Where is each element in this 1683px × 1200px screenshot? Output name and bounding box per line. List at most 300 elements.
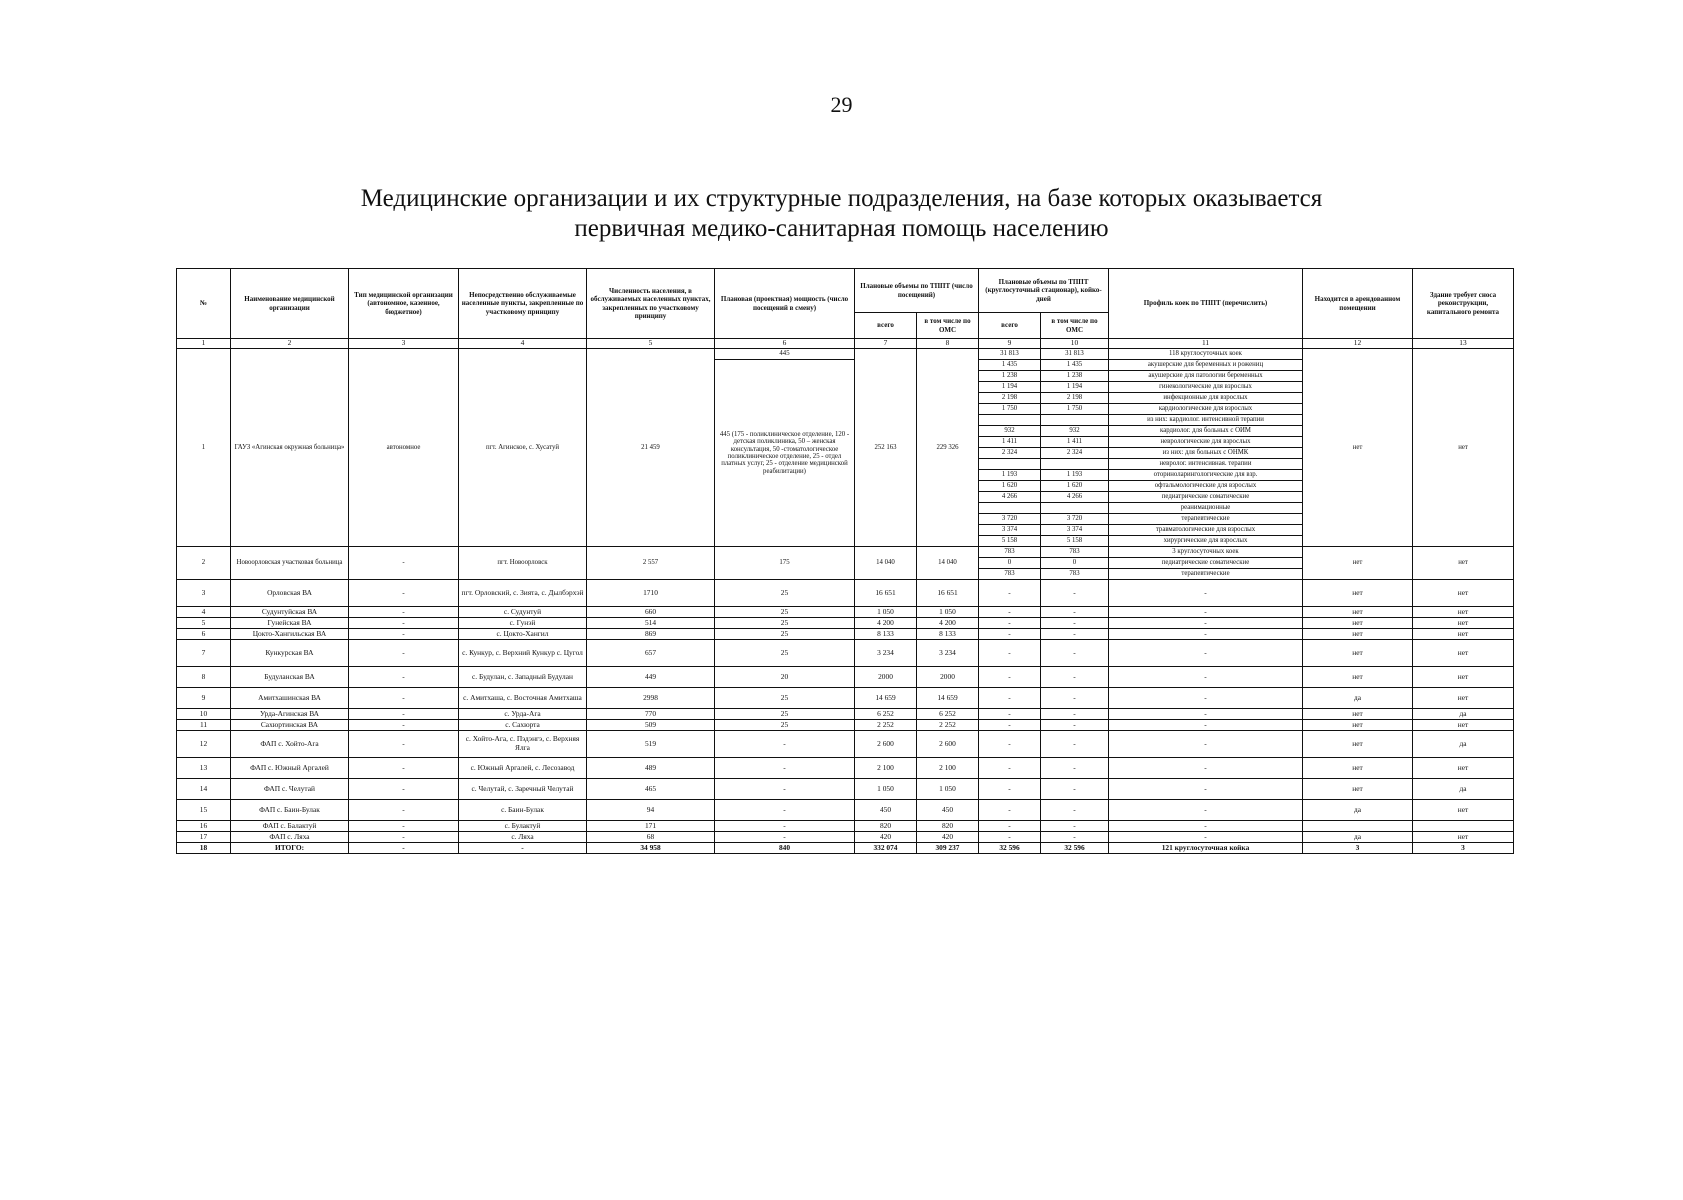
visits-total: 332 074 [855, 843, 917, 854]
beds-total [979, 459, 1041, 470]
settlements: с. Челутай, с. Заречный Челутай [459, 779, 587, 800]
beds-oms: - [1041, 640, 1109, 667]
visits-oms: 8 133 [917, 629, 979, 640]
rented-status: нет [1303, 607, 1413, 618]
settlements: с. Хойто-Ага, с. Пэдэнгэ, с. Верхняя Ялга [459, 731, 587, 758]
organization-type: - [349, 547, 459, 580]
bed-profile: - [1109, 629, 1303, 640]
table-row [177, 779, 1514, 800]
repair-status: да [1413, 779, 1514, 800]
beds-total: 2 324 [979, 448, 1041, 459]
beds-oms: 783 [1041, 569, 1109, 580]
settlements: с. Цокто-Хангил [459, 629, 587, 640]
population: 68 [587, 832, 715, 843]
table-row [177, 731, 1514, 758]
header-visits-total: всего [855, 313, 917, 339]
beds-oms: - [1041, 832, 1109, 843]
organization-type: - [349, 821, 459, 832]
settlements: пгт. Новоорловск [459, 547, 587, 580]
rented-status: нет [1303, 667, 1413, 688]
beds-oms: 783 [1041, 547, 1109, 558]
bed-profile: кардиологические для взрослых [1109, 404, 1303, 415]
organization-type: - [349, 800, 459, 821]
beds-total: 3 720 [979, 514, 1041, 525]
bed-profile: - [1109, 758, 1303, 779]
capacity: 840 [715, 843, 855, 854]
capacity-total: 445 [715, 349, 855, 360]
beds-total: - [979, 821, 1041, 832]
beds-oms [1041, 503, 1109, 514]
bed-profile: педиатрические соматические [1109, 558, 1303, 569]
bed-profile: 118 круглосуточных коек [1109, 349, 1303, 360]
table-row [177, 349, 1514, 360]
table-row [177, 640, 1514, 667]
capacity: - [715, 731, 855, 758]
header-settlements: Непосредственно обслуживаемые населенные пункты, закрепленные по участковому принципу [459, 269, 587, 339]
beds-oms: 0 [1041, 558, 1109, 569]
beds-total: 0 [979, 558, 1041, 569]
capacity-detail: 445 (175 - поликлиническое отделение, 120 - детская поликлиника, 50 – женская консультация, 50 -стоматологическое поликлиническое отделение, 25 - отдел платных услуг, 25 - отделение медицинской реабилитации) [715, 360, 855, 547]
visits-oms: 1 050 [917, 607, 979, 618]
beds-oms: 1 435 [1041, 360, 1109, 371]
beds-total: 3 374 [979, 525, 1041, 536]
rented-status: да [1303, 832, 1413, 843]
beds-oms: 1 194 [1041, 382, 1109, 393]
table-row [177, 758, 1514, 779]
organization-name: Орловская ВА [231, 580, 349, 607]
organization-name: Судунтуйская ВА [231, 607, 349, 618]
title-line-1: Медицинские организации и их структурные подразделения, на базе которых оказывается [360, 185, 1323, 212]
row-number: 16 [177, 821, 231, 832]
organization-type: - [349, 640, 459, 667]
row-number: 2 [177, 547, 231, 580]
repair-status: нет [1413, 640, 1514, 667]
capacity: 25 [715, 688, 855, 709]
bed-profile: - [1109, 688, 1303, 709]
visits-total: 2000 [855, 667, 917, 688]
header-population: Численность населения, в обслуживаемых населенных пунктах, закрепленных по участковому принципу [587, 269, 715, 339]
table-row [177, 618, 1514, 629]
organization-name: ФАП с. Баин-Булак [231, 800, 349, 821]
visits-oms: 2000 [917, 667, 979, 688]
table-row [177, 720, 1514, 731]
repair-status: да [1413, 709, 1514, 720]
rented-status [1303, 821, 1413, 832]
visits-total: 8 133 [855, 629, 917, 640]
rented-status: нет [1303, 640, 1413, 667]
row-number: 1 [177, 349, 231, 547]
bed-profile: из них: кардиолог. интенсивной терапии [1109, 415, 1303, 426]
beds-total: 5 158 [979, 536, 1041, 547]
visits-total: 2 100 [855, 758, 917, 779]
header-beds-oms: в том числе по ОМС [1041, 313, 1109, 339]
bed-profile: - [1109, 731, 1303, 758]
organization-type: - [349, 779, 459, 800]
visits-oms: 450 [917, 800, 979, 821]
population: 519 [587, 731, 715, 758]
organizations-table [176, 268, 1514, 854]
population: 1710 [587, 580, 715, 607]
beds-total: - [979, 640, 1041, 667]
capacity: 25 [715, 629, 855, 640]
beds-oms: 1 411 [1041, 437, 1109, 448]
beds-oms: 31 813 [1041, 349, 1109, 360]
beds-total: 1 750 [979, 404, 1041, 415]
organization-type: - [349, 607, 459, 618]
capacity: 25 [715, 580, 855, 607]
row-number: 10 [177, 709, 231, 720]
table-body [177, 349, 1514, 854]
rented-status: нет [1303, 720, 1413, 731]
bed-profile: - [1109, 580, 1303, 607]
bed-profile: - [1109, 779, 1303, 800]
visits-total: 2 600 [855, 731, 917, 758]
organization-name: Кункурская ВА [231, 640, 349, 667]
bed-profile: из них: для больных с ОНМК [1109, 448, 1303, 459]
bed-profile: акушерские для беременных и рожениц [1109, 360, 1303, 371]
organization-type: - [349, 688, 459, 709]
capacity: - [715, 758, 855, 779]
header-capacity: Плановая (проектная) мощность (число посещений в смену) [715, 269, 855, 339]
col-index: 1 [177, 339, 231, 349]
population: 465 [587, 779, 715, 800]
beds-oms: 5 158 [1041, 536, 1109, 547]
table-row [177, 580, 1514, 607]
rented-status: да [1303, 688, 1413, 709]
header-rented: Находится в арендованном помещении [1303, 269, 1413, 339]
col-index: 5 [587, 339, 715, 349]
organization-name: Новоорловская участковая больница [231, 547, 349, 580]
beds-oms: 1 750 [1041, 404, 1109, 415]
beds-oms: - [1041, 800, 1109, 821]
header-type: Тип медицинской организации (автономное, казенное, бюджетное) [349, 269, 459, 339]
beds-oms: 4 266 [1041, 492, 1109, 503]
repair-status: нет [1413, 800, 1514, 821]
organization-name: ГАУЗ «Агинская окружная больница» [231, 349, 349, 547]
visits-total: 420 [855, 832, 917, 843]
bed-profile: акушерские для патологии беременных [1109, 371, 1303, 382]
table-row [177, 667, 1514, 688]
repair-status: нет [1413, 688, 1514, 709]
visits-total: 2 252 [855, 720, 917, 731]
settlements: с. Южный Аргалей, с. Лесозавод [459, 758, 587, 779]
population: 21 459 [587, 349, 715, 547]
title-line-2: первичная медико-санитарная помощь населению [574, 215, 1109, 242]
rented-status: да [1303, 800, 1413, 821]
organization-name: ФАП с. Балактуй [231, 821, 349, 832]
bed-profile: терапевтические [1109, 514, 1303, 525]
beds-oms: - [1041, 618, 1109, 629]
visits-total: 1 050 [855, 607, 917, 618]
row-number: 3 [177, 580, 231, 607]
beds-total: 1 238 [979, 371, 1041, 382]
beds-total: 31 813 [979, 349, 1041, 360]
organization-name: Амитхашинская ВА [231, 688, 349, 709]
row-number: 8 [177, 667, 231, 688]
visits-oms: 3 234 [917, 640, 979, 667]
header-visits-oms: в том числе по ОМС [917, 313, 979, 339]
visits-oms: 2 600 [917, 731, 979, 758]
beds-total: - [979, 779, 1041, 800]
organization-name: ФАП с. Ляха [231, 832, 349, 843]
beds-total: 32 596 [979, 843, 1041, 854]
beds-oms: - [1041, 779, 1109, 800]
row-number: 13 [177, 758, 231, 779]
population: 657 [587, 640, 715, 667]
table-header [177, 269, 1514, 349]
repair-status: нет [1413, 832, 1514, 843]
visits-oms: 2 100 [917, 758, 979, 779]
capacity: 25 [715, 607, 855, 618]
beds-oms: - [1041, 580, 1109, 607]
organization-name: ИТОГО: [231, 843, 349, 854]
visits-oms: 1 050 [917, 779, 979, 800]
col-index: 11 [1109, 339, 1303, 349]
capacity: - [715, 832, 855, 843]
page-number: 29 [830, 92, 853, 117]
visits-oms: 6 252 [917, 709, 979, 720]
population: 2998 [587, 688, 715, 709]
table-row [177, 547, 1514, 558]
organization-type: - [349, 709, 459, 720]
visits-oms: 4 200 [917, 618, 979, 629]
col-index: 6 [715, 339, 855, 349]
beds-oms: - [1041, 821, 1109, 832]
row-number: 7 [177, 640, 231, 667]
population: 770 [587, 709, 715, 720]
visits-total: 820 [855, 821, 917, 832]
beds-oms: - [1041, 731, 1109, 758]
bed-profile: травматологические для взрослых [1109, 525, 1303, 536]
settlements: с. Будулан, с. Западный Будулан [459, 667, 587, 688]
beds-total: 783 [979, 547, 1041, 558]
bed-profile: терапевтические [1109, 569, 1303, 580]
bed-profile: - [1109, 667, 1303, 688]
header-visits-group: Плановые объемы по ТППТ (число посещений) [855, 269, 979, 313]
beds-oms: - [1041, 709, 1109, 720]
visits-total: 252 163 [855, 349, 917, 547]
beds-oms: - [1041, 688, 1109, 709]
capacity: 25 [715, 640, 855, 667]
organization-type: автономное [349, 349, 459, 547]
table-row [177, 832, 1514, 843]
col-index: 13 [1413, 339, 1514, 349]
bed-profile: 121 круглосуточная койка [1109, 843, 1303, 854]
organization-name: Урда-Агинская ВА [231, 709, 349, 720]
beds-oms: 1 238 [1041, 371, 1109, 382]
visits-total: 14 040 [855, 547, 917, 580]
beds-total: 1 193 [979, 470, 1041, 481]
bed-profile: невролог. интенсивная. терапии [1109, 459, 1303, 470]
header-repair: Здание требует сноса реконструкции, капитального ремонта [1413, 269, 1514, 339]
organization-name: ФАП с. Хойто-Ага [231, 731, 349, 758]
row-number: 12 [177, 731, 231, 758]
page-title [0, 184, 1683, 244]
row-number: 5 [177, 618, 231, 629]
bed-profile: - [1109, 709, 1303, 720]
table-row [177, 607, 1514, 618]
settlements: с. Гунэй [459, 618, 587, 629]
beds-total: - [979, 709, 1041, 720]
beds-oms: 3 374 [1041, 525, 1109, 536]
col-index: 3 [349, 339, 459, 349]
repair-status: нет [1413, 618, 1514, 629]
table-row [177, 688, 1514, 709]
organization-type: - [349, 758, 459, 779]
beds-oms: - [1041, 720, 1109, 731]
repair-status: нет [1413, 629, 1514, 640]
organization-name: Сахюртинская ВА [231, 720, 349, 731]
beds-oms [1041, 459, 1109, 470]
repair-status: 3 [1413, 843, 1514, 854]
visits-oms: 229 326 [917, 349, 979, 547]
bed-profile: - [1109, 800, 1303, 821]
col-index: 7 [855, 339, 917, 349]
header-profile: Профиль коек по ТППТ (перечислить) [1109, 269, 1303, 339]
beds-total: - [979, 758, 1041, 779]
beds-total: - [979, 731, 1041, 758]
visits-total: 16 651 [855, 580, 917, 607]
settlements: с. Кункур, с. Верхний Кункур с. Цугол [459, 640, 587, 667]
row-number: 9 [177, 688, 231, 709]
organization-type: - [349, 731, 459, 758]
col-index: 8 [917, 339, 979, 349]
visits-total: 4 200 [855, 618, 917, 629]
organization-type: - [349, 580, 459, 607]
repair-status: нет [1413, 547, 1514, 580]
bed-profile: неврологические для взрослых [1109, 437, 1303, 448]
bed-profile: гинекологические для взрослых [1109, 382, 1303, 393]
bed-profile: реанимационные [1109, 503, 1303, 514]
visits-total: 3 234 [855, 640, 917, 667]
visits-oms: 309 237 [917, 843, 979, 854]
visits-total: 14 659 [855, 688, 917, 709]
organization-type: - [349, 832, 459, 843]
column-index-row [177, 339, 1514, 349]
settlements: пгт. Орловский, с. Зията, с. Дылбэрхэй [459, 580, 587, 607]
beds-oms: - [1041, 667, 1109, 688]
rented-status: нет [1303, 349, 1413, 547]
beds-total: 783 [979, 569, 1041, 580]
visits-oms: 2 252 [917, 720, 979, 731]
beds-total: 932 [979, 426, 1041, 437]
table-row [177, 821, 1514, 832]
organization-name: Цокто-Хангильская ВА [231, 629, 349, 640]
population: 2 557 [587, 547, 715, 580]
bed-profile: оториноларингологические для взр. [1109, 470, 1303, 481]
header-number: № [177, 269, 231, 339]
visits-total: 1 050 [855, 779, 917, 800]
beds-total: - [979, 580, 1041, 607]
rented-status: нет [1303, 731, 1413, 758]
beds-total: 1 620 [979, 481, 1041, 492]
population: 34 958 [587, 843, 715, 854]
bed-profile: - [1109, 832, 1303, 843]
settlements: с. Сахюрта [459, 720, 587, 731]
beds-total: - [979, 688, 1041, 709]
capacity: 25 [715, 720, 855, 731]
visits-oms: 14 659 [917, 688, 979, 709]
beds-total: - [979, 832, 1041, 843]
beds-oms: 3 720 [1041, 514, 1109, 525]
repair-status: нет [1413, 607, 1514, 618]
row-number: 4 [177, 607, 231, 618]
population: 449 [587, 667, 715, 688]
rented-status: нет [1303, 629, 1413, 640]
organization-type: - [349, 667, 459, 688]
col-index: 9 [979, 339, 1041, 349]
organization-name: ФАП с. Южный Аргалей [231, 758, 349, 779]
bed-profile: 3 круглосуточных коек [1109, 547, 1303, 558]
bed-profile: офтальмологические для взрослых [1109, 481, 1303, 492]
repair-status: нет [1413, 667, 1514, 688]
rented-status: нет [1303, 709, 1413, 720]
organization-name: Будуланская ВА [231, 667, 349, 688]
repair-status: нет [1413, 720, 1514, 731]
beds-oms: 32 596 [1041, 843, 1109, 854]
row-number: 17 [177, 832, 231, 843]
repair-status: нет [1413, 758, 1514, 779]
beds-oms: 1 620 [1041, 481, 1109, 492]
header-beds-group: Плановые объемы по ТППТ (круглосуточный стационар), койко-дней [979, 269, 1109, 313]
beds-oms: - [1041, 758, 1109, 779]
repair-status: да [1413, 731, 1514, 758]
beds-oms [1041, 415, 1109, 426]
visits-oms: 420 [917, 832, 979, 843]
rented-status: нет [1303, 547, 1413, 580]
beds-total [979, 503, 1041, 514]
settlements: пгт. Агинское, с. Хусатуй [459, 349, 587, 547]
settlements: с. Ляха [459, 832, 587, 843]
row-number: 15 [177, 800, 231, 821]
col-index: 10 [1041, 339, 1109, 349]
population: 509 [587, 720, 715, 731]
settlements: с. Баин-Булак [459, 800, 587, 821]
organization-type: - [349, 720, 459, 731]
beds-total [979, 415, 1041, 426]
col-index: 12 [1303, 339, 1413, 349]
settlements: с. Судунтуй [459, 607, 587, 618]
header-name: Наименование медицинской организации [231, 269, 349, 339]
settlements: с. Урда-Ага [459, 709, 587, 720]
repair-status: нет [1413, 349, 1514, 547]
rented-status: нет [1303, 618, 1413, 629]
table-row [177, 709, 1514, 720]
beds-total: - [979, 607, 1041, 618]
settlements: - [459, 843, 587, 854]
beds-total: 1 194 [979, 382, 1041, 393]
capacity: 25 [715, 709, 855, 720]
rented-status: 3 [1303, 843, 1413, 854]
beds-oms: 1 193 [1041, 470, 1109, 481]
table-row [177, 629, 1514, 640]
beds-oms: - [1041, 607, 1109, 618]
settlements: с. Амитхаша, с. Восточная Амитхаша [459, 688, 587, 709]
organization-type: - [349, 843, 459, 854]
beds-oms: 2 198 [1041, 393, 1109, 404]
col-index: 2 [231, 339, 349, 349]
row-number: 6 [177, 629, 231, 640]
population: 94 [587, 800, 715, 821]
beds-total: 1 435 [979, 360, 1041, 371]
rented-status: нет [1303, 580, 1413, 607]
col-index: 4 [459, 339, 587, 349]
capacity: - [715, 800, 855, 821]
visits-oms: 16 651 [917, 580, 979, 607]
table-row [177, 800, 1514, 821]
organization-type: - [349, 618, 459, 629]
population: 660 [587, 607, 715, 618]
